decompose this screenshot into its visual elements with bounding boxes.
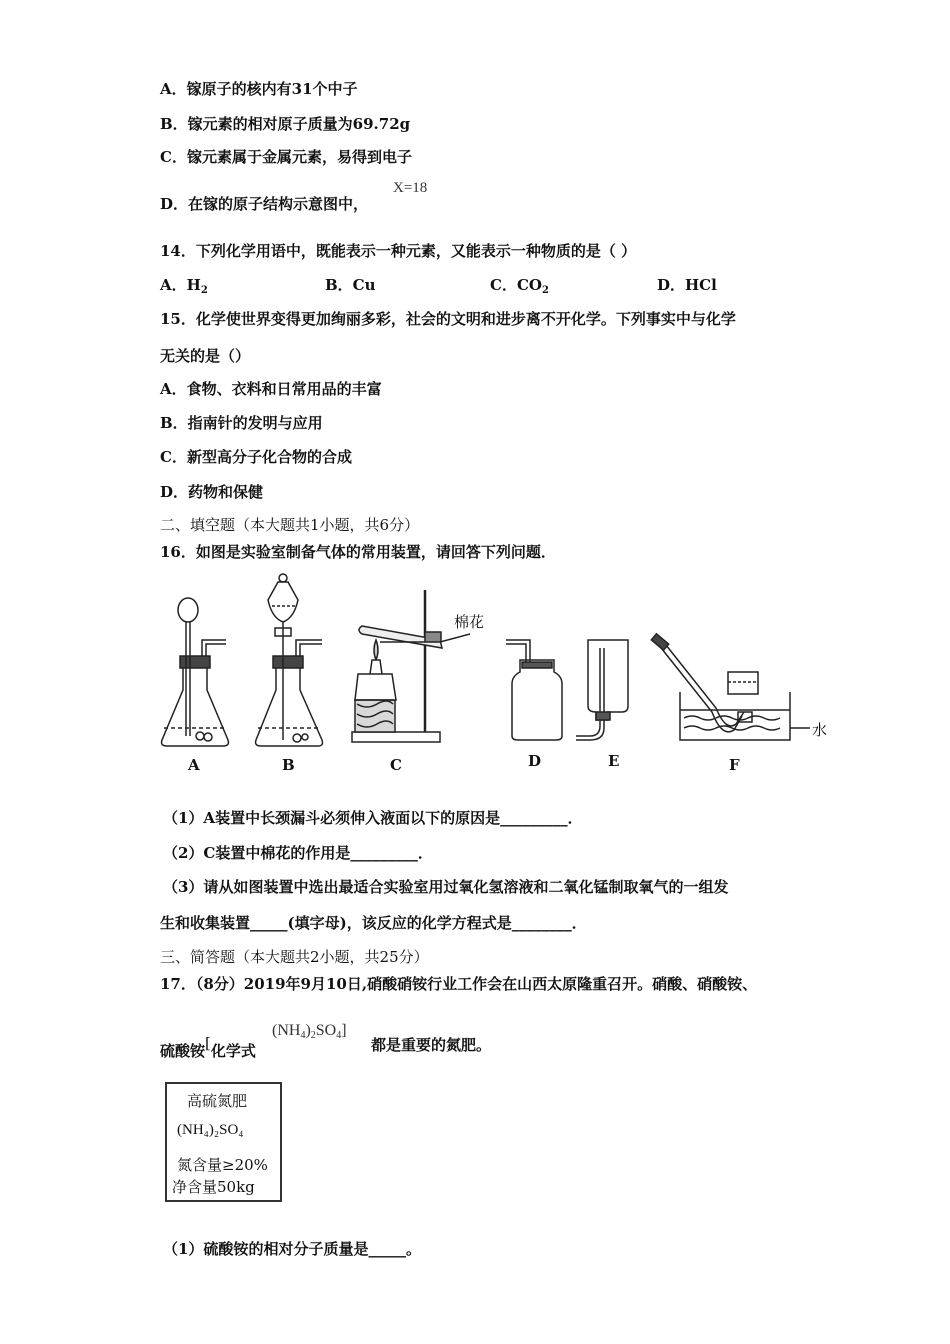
apparatus-d <box>506 640 562 740</box>
q15-option-a: A．食物、衣料和日常用品的丰富 <box>160 380 382 398</box>
q13-option-b: B．镓元素的相对原子质量为69.72g <box>160 115 411 133</box>
section3-heading: 三、简答题（本大题共2小题，共25分） <box>160 948 429 966</box>
apparatus-label-d: D <box>528 752 542 770</box>
q17-stem-part-a: 硫酸铵 <box>160 1042 206 1060</box>
q17-stem-line2: 硫酸铵[化学式 <box>160 1034 256 1060</box>
fertilizer-label-title: 高硫氮肥 <box>187 1092 248 1110</box>
q14-option-b: B．Cu <box>325 276 376 294</box>
apparatus-a <box>162 598 229 746</box>
apparatus-f <box>651 634 810 740</box>
formula-so: SO <box>315 1022 337 1039</box>
q13-option-d-formula: X=18 <box>393 180 428 196</box>
formula-nh: (NH <box>272 1022 301 1039</box>
apparatus-c <box>352 590 470 742</box>
fertilizer-label-nitrogen: 氮含量≥20% <box>177 1156 268 1174</box>
formula-sub1: 4 <box>300 1030 306 1041</box>
q15-option-c: C．新型高分子化合物的合成 <box>160 448 352 466</box>
q15-stem-line1: 15．化学使世界变得更加绚丽多彩，社会的文明和进步离不开化学。下列事实中与化学 <box>160 310 736 328</box>
fertilizer-label-net: 净含量50kg <box>172 1178 255 1196</box>
ammonium-sulfate-formula: $(NH_4)_2SO_4$] <box>272 1022 347 1041</box>
formula-close: ) <box>305 1022 311 1039</box>
section2-heading: 二、填空题（本大题共1小题，共6分） <box>160 516 420 534</box>
q17-stem-line1: 17．（8分）2019年9月10日,硝酸硝铵行业工作会在山西太原隆重召开。硝酸、硝酸铵、 <box>160 975 758 993</box>
fertilizer-label <box>165 1082 282 1202</box>
apparatus-b <box>256 574 323 746</box>
apparatus-e <box>576 640 628 740</box>
q17-stem-part-c: 都是重要的氮肥。 <box>371 1036 492 1054</box>
q15-option-d: D．药物和保健 <box>160 483 264 501</box>
q14-option-a-text: A．H <box>160 276 201 294</box>
fertilizer-label-formula: (NH₄)₂SO₄ <box>177 1122 244 1138</box>
q17-stem-part-b: 化学式 <box>210 1042 256 1060</box>
q16-part3-line2: 生和收集装置_____(填字母)，该反应的化学方程式是________． <box>160 914 587 932</box>
q13-option-c: C．镓元素属于金属元素，易得到电子 <box>160 148 412 166</box>
apparatus-label-c: C <box>390 756 402 774</box>
apparatus-label-a: A <box>188 756 200 774</box>
q14-option-c-text: C．CO <box>490 276 542 294</box>
apparatus-label-f: F <box>729 756 740 774</box>
formula-sub2: 2 <box>310 1030 316 1041</box>
formula-sub3: 4 <box>336 1030 342 1041</box>
q16-stem: 16．如图是实验室制备气体的常用装置，请回答下列问题． <box>160 543 556 561</box>
q14-stem: 14．下列化学用语中，既能表示一种元素，又能表示一种物质的是（ ） <box>160 242 637 260</box>
q14-option-c <box>490 274 549 296</box>
q13-option-d: D．在镓的原子结构示意图中， <box>160 195 369 213</box>
q16-part2: （2）C装置中棉花的作用是_________． <box>163 844 433 862</box>
q15-stem-line2: 无关的是（） <box>160 347 251 365</box>
q14-option-a <box>160 274 208 296</box>
q16-part1: （1）A装置中长颈漏斗必须伸入液面以下的原因是_________． <box>163 809 583 827</box>
q15-option-b: B．指南针的发明与应用 <box>160 414 323 432</box>
apparatus-label-b: B <box>282 756 295 774</box>
q17-part1: （1）硫酸铵的相对分子质量是_____。 <box>163 1240 421 1258</box>
q13-option-a: A．镓原子的核内有31个中子 <box>160 80 358 98</box>
q14-option-c-sub: 2 <box>541 285 549 296</box>
q14-option-d: D．HCl <box>657 276 717 294</box>
q16-part3-line1: （3）请从如图装置中选出最适合实验室用过氧化氢溶液和二氧化锰制取氧气的一组发 <box>163 878 729 896</box>
cotton-label: 棉花 <box>454 613 485 631</box>
q14-option-a-sub: 2 <box>200 285 208 296</box>
water-label: 水 <box>812 721 828 739</box>
apparatus-label-e: E <box>608 752 620 770</box>
